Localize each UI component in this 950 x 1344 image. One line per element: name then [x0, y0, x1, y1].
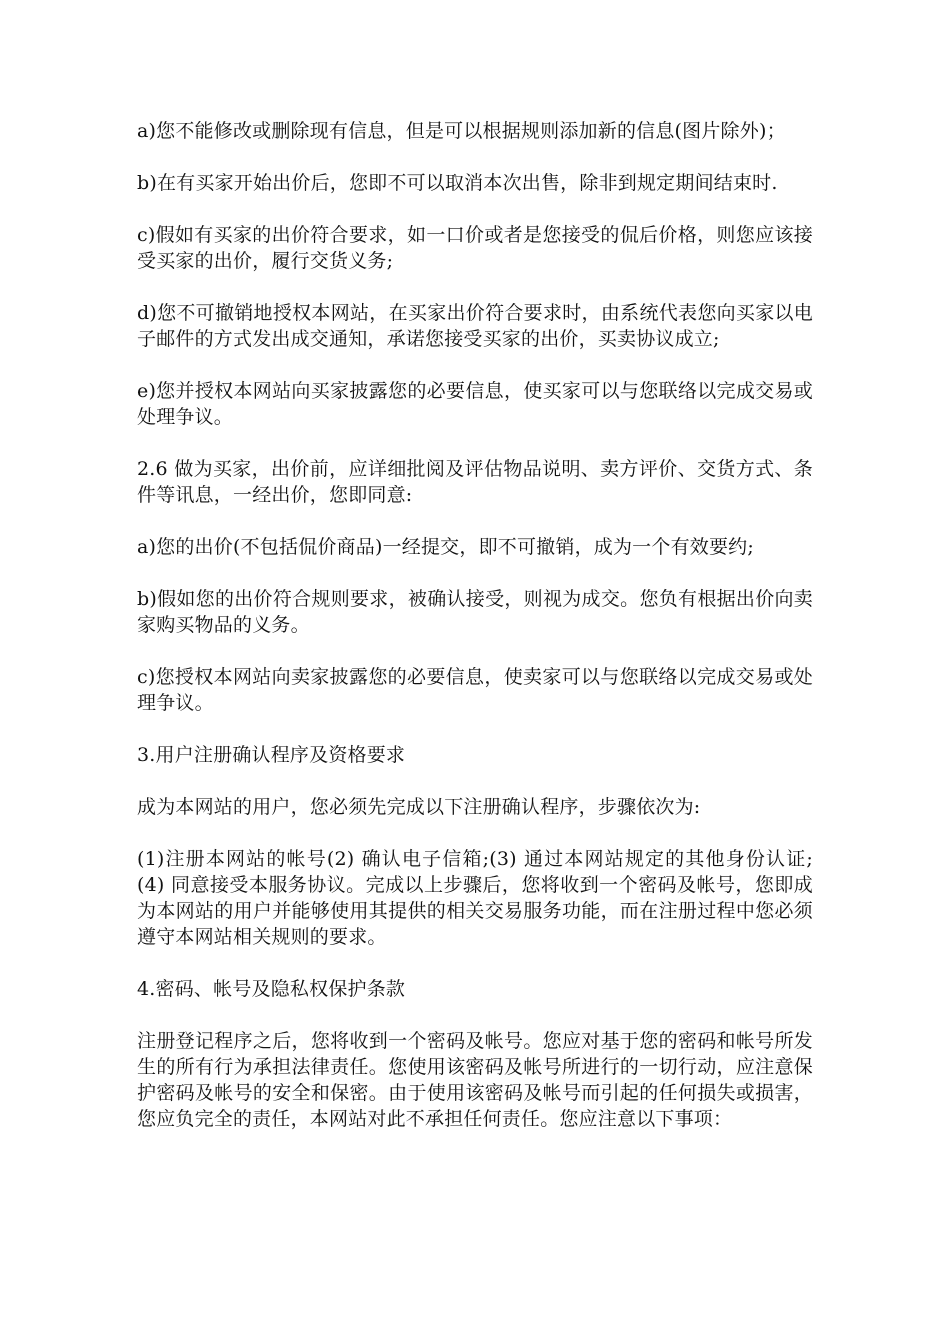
paragraph-registration-steps: (1)注册本网站的帐号(2) 确认电子信箱;(3) 通过本网站规定的其他身份认证; (4) 同意接受本服务协议。完成以上步骤后，您将收到一个密码及帐号，您即成为本网站的用户并能够使用其提供的相关交易服务功能，而在注册过程中您必须遵守本网站相关规则的要求。	[137, 848, 813, 948]
paragraph-privacy-body: 注册登记程序之后，您将收到一个密码及帐号。您应对基于您的密码和帐号所发生的所有行为承担法律责任。您使用该密码及帐号所进行的一切行动，应注意保护密码及帐号的安全和保密。由于使用该密码及帐号而引起的任何损失或损害，您应负完全的责任，本网站对此不承担任何责任。您应注意以下事项：	[137, 1030, 813, 1130]
paragraph-registration-intro: 成为本网站的用户，您必须先完成以下注册确认程序，步骤依次为:	[137, 796, 701, 818]
section-heading-registration: 3.用户注册确认程序及资格要求	[137, 744, 406, 766]
paragraph-seller-a: a)您不能修改或删除现有信息，但是可以根据规则添加新的信息(图片除外)；	[137, 120, 786, 142]
paragraph-seller-e: e)您并授权本网站向买家披露您的必要信息，使买家可以与您联络以完成交易或处理争议。	[137, 380, 813, 428]
paragraph-seller-b: b)在有买家开始出价后，您即不可以取消本次出售，除非到规定期间结束时.	[137, 172, 778, 194]
paragraph-buyer-c: c)您授权本网站向卖家披露您的必要信息，使卖家可以与您联络以完成交易或处理争议。	[137, 666, 813, 714]
paragraph-buyer-a: a)您的出价(不包括侃价商品)一经提交，即不可撤销，成为一个有效要约;	[137, 536, 754, 558]
document-body	[137, 118, 813, 1158]
paragraph-buyer-b: b)假如您的出价符合规则要求，被确认接受，则视为成交。您负有根据出价向卖家购买物品的义务。	[137, 588, 813, 636]
paragraph-seller-c: c)假如有买家的出价符合要求，如一口价或者是您接受的侃后价格，则您应该接受买家的出价，履行交货义务;	[137, 224, 813, 272]
paragraph-seller-d: d)您不可撤销地授权本网站，在买家出价符合要求时，由系统代表您向买家以电子邮件的方式发出成交通知，承诺您接受买家的出价，买卖协议成立;	[137, 302, 813, 350]
paragraph-buyer-intro: 2.6 做为买家，出价前，应详细批阅及评估物品说明、卖方评价、交货方式、条件等讯息，一经出价，您即同意:	[137, 458, 813, 506]
section-heading-privacy: 4.密码、帐号及隐私权保护条款	[137, 978, 406, 1000]
